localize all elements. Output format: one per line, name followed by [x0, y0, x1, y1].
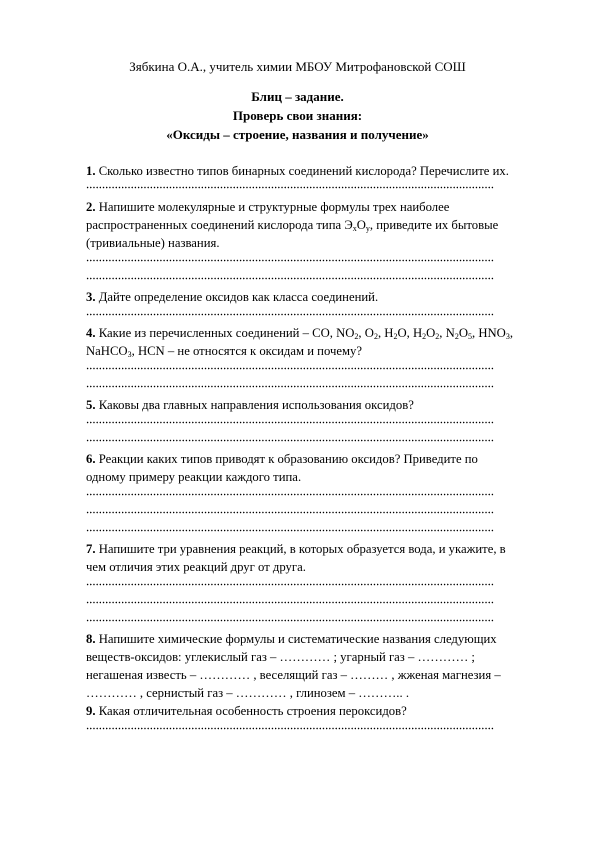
question-text: Дайте определение оксидов как класса соединений.	[95, 290, 379, 304]
answer-line	[86, 493, 494, 496]
answer-line	[86, 277, 494, 280]
answer-line	[86, 529, 494, 532]
answer-line	[86, 367, 494, 370]
question-8-line-2: веществ-оксидов: углекислый газ – ………… ; угарный газ – ………… ;	[86, 650, 475, 664]
question-text: Сколько известно типов бинарных соединений кислорода? Перечислите их.	[95, 164, 509, 178]
question-text: Напишите молекулярные и структурные формулы трех наиболее	[95, 200, 450, 214]
worksheet-title: Блиц – задание.	[251, 89, 344, 104]
question-number: 9.	[86, 704, 96, 718]
question-4-line-2: NaHCO$_3$, HCN – не относятся к оксидам и почему?	[86, 344, 363, 359]
author-line: Зябкина О.А., учитель химии МБОУ Митрофановской СОШ	[129, 59, 466, 74]
question-6	[86, 451, 478, 467]
question-number: 3.	[86, 290, 96, 304]
question-text: Реакции каких типов приводят к образованию оксидов? Приведите по	[95, 452, 478, 466]
question-7	[86, 541, 506, 557]
question-text: Какая отличительная особенность строения пероксидов?	[95, 704, 407, 718]
question-1	[86, 163, 509, 179]
question-number: 5.	[86, 398, 96, 412]
answer-line	[86, 727, 494, 730]
question-number: 2.	[86, 200, 96, 214]
question-text: Каковы два главных направления использования оксидов?	[95, 398, 414, 412]
answer-line	[86, 385, 494, 388]
question-number: 6.	[86, 452, 96, 466]
question-8	[86, 631, 497, 647]
answer-line	[86, 511, 494, 514]
answer-line	[86, 601, 494, 604]
worksheet-topic: «Оксиды – строение, названия и получение»	[166, 127, 429, 142]
question-number: 4.	[86, 326, 96, 340]
question-6-line-2: одному примеру реакции каждого типа.	[86, 470, 302, 484]
question-3	[86, 289, 378, 305]
question-8-line-4: ………… , сернистый газ – ………… , глинозем – ……….. .	[86, 686, 409, 700]
answer-line	[86, 619, 494, 622]
answer-line	[86, 259, 494, 262]
question-number: 8.	[86, 632, 96, 646]
question-2	[86, 199, 449, 215]
question-7-line-2: чем отличия этих реакций друг от друга.	[86, 560, 306, 574]
answer-line	[86, 421, 494, 424]
answer-line	[86, 186, 494, 189]
question-5	[86, 397, 414, 413]
question-9	[86, 703, 407, 719]
question-number: 1.	[86, 164, 96, 178]
question-2-line-3: (тривиальные) названия.	[86, 236, 220, 250]
question-2-line-2: распространенных соединений кислорода типа $Э_хО_у$, приведите их бытовые	[86, 218, 499, 233]
question-4: 4. Какие из перечисленных соединений – CO, $NO_2$, $O_2$, $H_2O$, $H_2O_2$, $N_2O_5$, $HNO_3$,	[86, 326, 513, 341]
question-text: Напишите три уравнения реакций, в которых образуется вода, и укажите, в	[95, 542, 506, 556]
question-number: 7.	[86, 542, 96, 556]
question-text: Напишите химические формулы и систематические названия следующих	[95, 632, 497, 646]
answer-line	[86, 313, 494, 316]
answer-line	[86, 583, 494, 586]
worksheet-subtitle: Проверь свои знания:	[232, 108, 363, 123]
question-8-line-3: негашеная известь – ………… , веселящий газ – ……… , жженая магнезия –	[86, 668, 501, 682]
answer-line	[86, 439, 494, 442]
